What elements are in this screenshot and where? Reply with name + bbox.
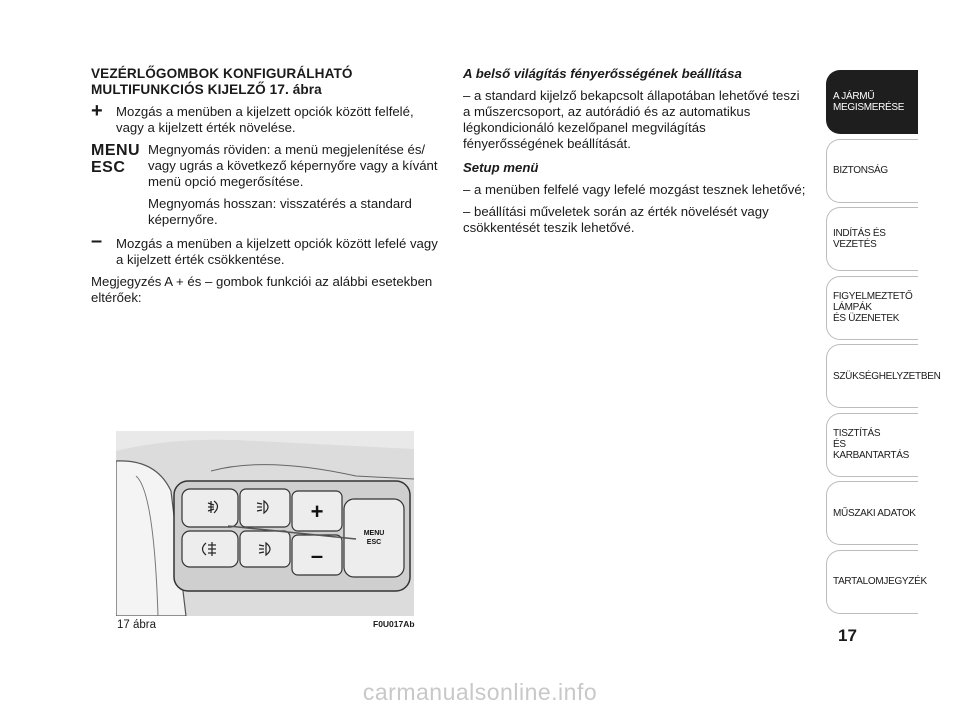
tab-label: TISZTÍTÁS ÉS KARBANTARTÁS: [833, 428, 910, 461]
right-column: [463, 66, 808, 236]
menu-esc-symbol: [91, 142, 140, 176]
watermark: carmanualsonline.info: [362, 679, 598, 705]
front-fog-light-button: [182, 489, 238, 527]
tab-biztonsag[interactable]: [826, 139, 918, 203]
tab-figyelmezteto-lampak[interactable]: [826, 276, 918, 340]
page-number: 17: [838, 626, 857, 645]
setup-paragraph-1: – a menüben felfelé vagy lefelé mozgást tesznek lehetővé;: [463, 182, 806, 197]
section-heading-line2: MULTIFUNKCIÓS KIJELZŐ 17. ábra: [91, 82, 322, 97]
figure-caption: 17 ábra: [117, 619, 157, 631]
tab-szukseghelyzetben[interactable]: [826, 344, 941, 408]
menu-item: [91, 142, 441, 190]
tab-tisztitas-es-karbantartas[interactable]: [826, 413, 918, 477]
plus-item: [91, 100, 441, 136]
menu-symbol-line1: MENU: [91, 142, 141, 159]
tab-label: TARTALOMJEGYZÉK: [833, 576, 927, 587]
section-heading-line1: VEZÉRLŐGOMBOK KONFIGURÁLHATÓ: [91, 66, 353, 81]
tab-label: FIGYELMEZTETŐ LÁMPÁK ÉS ÜZENETEK: [833, 291, 913, 324]
tab-a-jarmu-megismerese[interactable]: [826, 70, 918, 134]
brightness-paragraph: – a standard kijelző bekapcsolt állapotában lehetővé teszi a műszercsoport, az autórádió és az automatikus légkondicionáló kezelőpanel megvilágítás fényerősségének beállítását.: [463, 88, 800, 151]
note-text: Megjegyzés A + és – gombok funkciói az alábbi esetekben eltérőek:: [91, 274, 433, 305]
control-panel-figure: [116, 431, 414, 616]
section-heading: [91, 66, 441, 98]
setup-menu-subheading: Setup menü: [463, 160, 539, 175]
tab-label: SZÜKSÉGHELYZETBEN: [833, 370, 941, 382]
tab-label: BIZTONSÁG: [833, 165, 888, 176]
minus-description: Mozgás a menüben a kijelzett opciók között lefelé vagy a kijelzett érték csökkentése.: [116, 236, 438, 267]
tab-label: MŰSZAKI ADATOK: [833, 507, 916, 519]
tab-tartalomjegyzek[interactable]: [826, 550, 927, 614]
brightness-subheading: A belső világítás fényerősségének beállítása: [463, 66, 742, 81]
figure-code: F0U017Ab: [373, 619, 415, 629]
menu-short-press-description: Megnyomás röviden: a menü megjelenítése és/ vagy ugrás a következő képernyőre vagy a kívánt menü opció megerősítése.: [148, 142, 438, 189]
menu-button-label-line1: MENU: [363, 530, 385, 537]
tab-inditas-es-vezetes[interactable]: [826, 207, 918, 271]
minus-button-label: –: [310, 543, 324, 568]
menu-symbol-line2: ESC: [91, 159, 126, 176]
plus-symbol: +: [91, 100, 103, 122]
headlight-button-upper: [240, 489, 290, 527]
plus-description: Mozgás a menüben a kijelzett opciók között felfelé, vagy a kijelzett érték növelése.: [116, 104, 414, 135]
tab-label: A JÁRMŰ MEGISMERÉSE: [833, 91, 905, 113]
setup-paragraph-2: – beállítási műveletek során az érték növelését vagy csökkentését teszik lehetővé.: [463, 204, 769, 235]
plus-button-label: +: [310, 499, 324, 524]
menu-button-label-line2: ESC: [366, 539, 382, 546]
tab-muszaki-adatok[interactable]: [826, 481, 918, 545]
minus-item: [91, 230, 441, 268]
menu-long-press-description: Megnyomás hosszan: visszatérés a standard képernyőre.: [148, 196, 412, 227]
control-panel-illustration: [116, 431, 414, 616]
chapter-tabs: [826, 70, 941, 618]
tab-label: INDÍTÁS ÉS VEZETÉS: [833, 228, 886, 250]
left-column: [91, 66, 441, 306]
minus-symbol: –: [91, 230, 103, 252]
headlight-button-lower: [240, 531, 290, 567]
